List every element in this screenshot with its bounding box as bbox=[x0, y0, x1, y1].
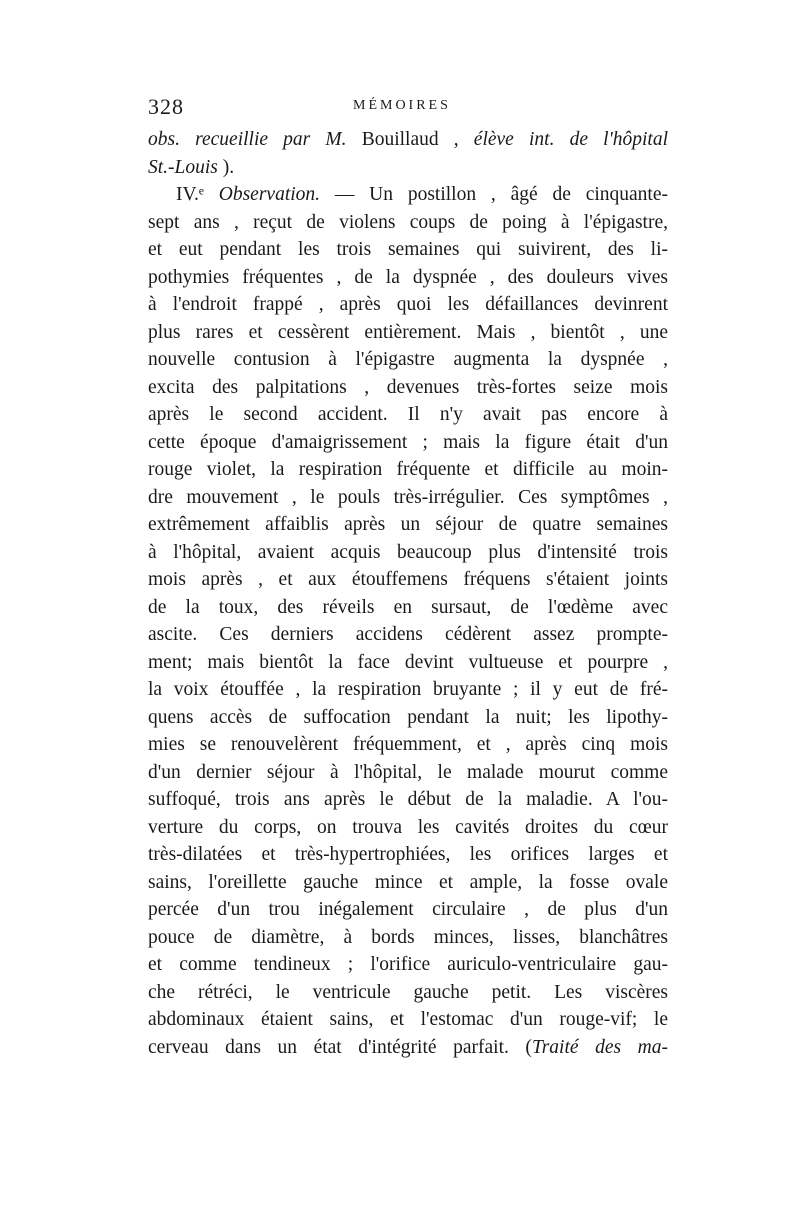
text-line bbox=[148, 236, 668, 264]
text-run: abdominaux étaient sains, et l'estomac d'un rouge-vif; le bbox=[148, 1009, 668, 1030]
text-line bbox=[148, 841, 668, 869]
text-line bbox=[148, 731, 668, 759]
text-line bbox=[148, 759, 668, 787]
text-line bbox=[148, 401, 668, 429]
text-line bbox=[148, 264, 668, 292]
text-run: cerveau dans un état d'intégrité parfait. ( bbox=[148, 1036, 532, 1058]
text-run: che rétréci, le ventricule gauche petit. Les viscères bbox=[148, 981, 668, 1003]
text-run: dre mouvement , le pouls très-irrégulier. Ces symptômes , bbox=[148, 486, 668, 508]
text-line bbox=[148, 346, 668, 374]
text-run: verture du corps, on trouva les cavités droites du cœur bbox=[148, 816, 668, 838]
text-run: la voix étouffée , la respiration bruyante ; il y eut de fré- bbox=[148, 679, 668, 700]
page-header bbox=[148, 94, 668, 124]
text-line bbox=[148, 566, 668, 594]
text-line bbox=[148, 484, 668, 512]
text-line bbox=[148, 896, 668, 924]
text-line bbox=[148, 126, 668, 154]
text-run: percée d'un trou inégalement circulaire , de plus d'un bbox=[148, 899, 668, 920]
text-run: ). bbox=[217, 156, 235, 178]
italic-text: St.-Louis bbox=[148, 156, 218, 178]
text-line bbox=[148, 291, 668, 319]
italic-text: élève int. de l'hôpital bbox=[473, 129, 668, 150]
text-run: pouce de diamètre, à bords minces, lisses, blanchâtres bbox=[148, 926, 668, 948]
text-line bbox=[148, 374, 668, 402]
text-line bbox=[148, 511, 668, 539]
text-run: excita des palpitations , devenues très-fortes seize mois bbox=[148, 376, 668, 398]
text-run: à l'hôpital, avaient acquis beaucoup plus d'intensité trois bbox=[148, 541, 668, 563]
text-line bbox=[148, 814, 668, 842]
text-line bbox=[148, 181, 668, 209]
text-line bbox=[148, 621, 668, 649]
text-run: d'un dernier séjour à l'hôpital, le malade mourut comme bbox=[148, 761, 668, 783]
text-run: sains, l'oreillette gauche mince et ample, la fosse ovale bbox=[148, 871, 668, 893]
text-line bbox=[148, 979, 668, 1007]
text-line bbox=[148, 786, 668, 814]
text-run: plus rares et cessèrent entièrement. Mais , bientôt , une bbox=[148, 321, 668, 343]
text-line bbox=[148, 429, 668, 457]
text-run: Bouillaud , bbox=[346, 129, 474, 150]
page-number: 328 bbox=[148, 94, 184, 119]
text-line bbox=[148, 594, 668, 622]
body-text bbox=[148, 126, 668, 1061]
text-run: sept ans , reçut de violens coups de poing à l'épigastre, bbox=[148, 211, 668, 233]
text-run: très-dilatées et très-hypertrophiées, les orifices larges et bbox=[148, 844, 668, 865]
text-line bbox=[148, 704, 668, 732]
text-line bbox=[148, 319, 668, 347]
text-run: et eut pendant les trois semaines qui suivirent, des li- bbox=[148, 239, 668, 260]
text-line bbox=[148, 649, 668, 677]
text-run: après le second accident. Il n'y avait pas encore à bbox=[148, 404, 668, 425]
text-run: et comme tendineux ; l'orifice auriculo-ventriculaire gau- bbox=[148, 954, 668, 975]
italic-text: Observation. bbox=[218, 184, 321, 205]
text-run: extrêmement affaiblis après un séjour de quatre semaines bbox=[148, 514, 668, 535]
text-line bbox=[148, 209, 668, 237]
text-run: cette époque d'amaigrissement ; mais la figure était d'un bbox=[148, 431, 668, 453]
text-run: ment; mais bientôt la face devint vultueuse et pourpre , bbox=[148, 651, 668, 673]
text-run: IV.ᵉ bbox=[176, 184, 219, 205]
text-line bbox=[148, 676, 668, 704]
text-run: à l'endroit frappé , après quoi les défaillances devinrent bbox=[148, 294, 668, 315]
running-head: MÉMOIRES bbox=[353, 98, 451, 113]
text-line bbox=[148, 1034, 668, 1062]
text-run: mies se renouvelèrent fréquemment, et , après cinq mois bbox=[148, 734, 668, 755]
italic-text: Traité des ma- bbox=[531, 1036, 668, 1058]
text-line bbox=[148, 951, 668, 979]
text-run: rouge violet, la respiration fréquente et difficile au moin- bbox=[148, 459, 668, 480]
text-line bbox=[148, 869, 668, 897]
text-run: ascite. Ces derniers accidens cédèrent assez prompte- bbox=[148, 624, 668, 645]
text-run: suffoqué, trois ans après le début de la maladie. A l'ou- bbox=[148, 789, 668, 810]
text-run: pothymies fréquentes , de la dyspnée , des douleurs vives bbox=[148, 266, 668, 288]
text-line bbox=[148, 154, 668, 182]
text-line bbox=[148, 539, 668, 567]
text-line bbox=[148, 1006, 668, 1034]
text-run: nouvelle contusion à l'épigastre augmenta la dyspnée , bbox=[148, 349, 668, 370]
text-line bbox=[148, 456, 668, 484]
text-line bbox=[148, 924, 668, 952]
text-run: mois après , et aux étouffemens fréquens s'étaient joints bbox=[148, 569, 668, 590]
text-run: quens accès de suffocation pendant la nuit; les lipothy- bbox=[148, 706, 668, 728]
italic-text: obs. recueillie par M. bbox=[148, 129, 347, 150]
text-run: — Un postillon , âgé de cinquante- bbox=[320, 184, 669, 205]
text-run: de la toux, des réveils en sursaut, de l'œdème avec bbox=[148, 596, 668, 618]
